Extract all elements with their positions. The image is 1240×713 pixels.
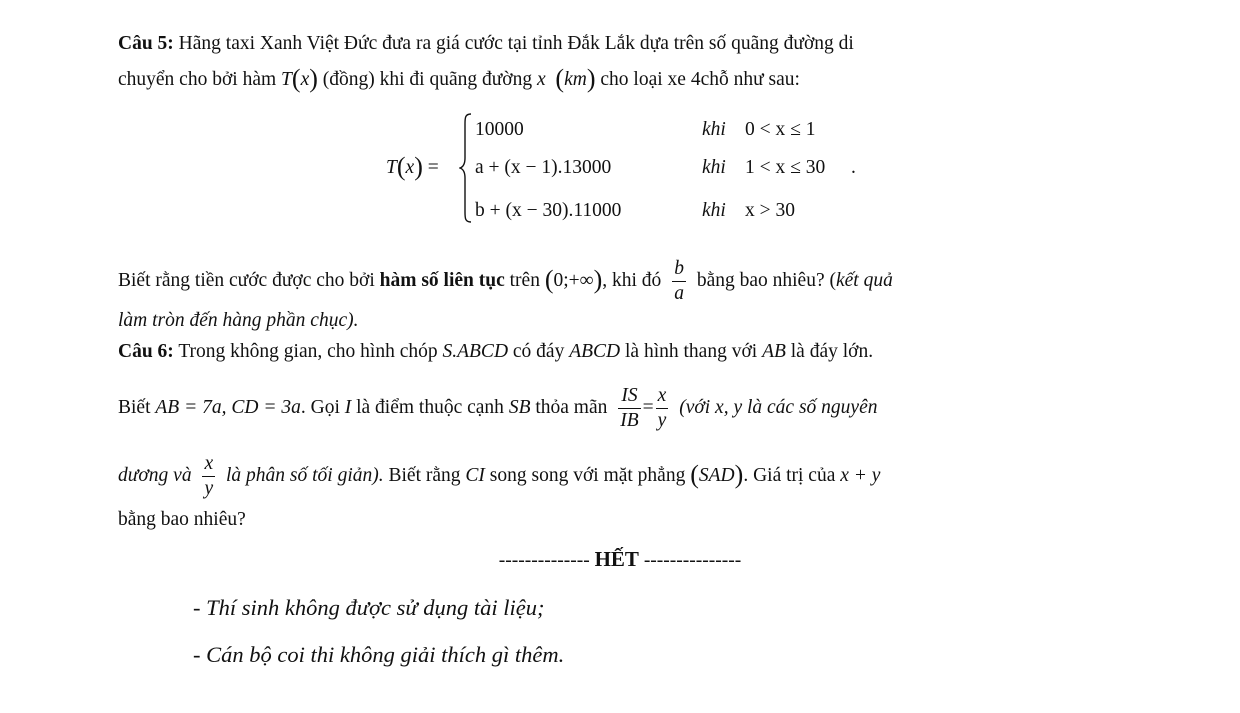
case-3-khi: khi — [702, 200, 726, 221]
ratio-equals: = — [642, 397, 654, 418]
var-x: x — [537, 69, 546, 90]
q6-text-2d: thỏa mãn — [535, 397, 608, 418]
q6-italic-2: (với x, y là các số nguyên — [679, 397, 878, 418]
edge-sb: SB — [508, 397, 531, 418]
q5-bold-continuous: hàm số liên tục — [379, 270, 505, 291]
q6-text-3a: Biết rằng — [388, 465, 461, 486]
unit-km: km — [564, 69, 587, 90]
q6-text-3b: song song với mặt phẳng — [489, 465, 686, 486]
lengths: AB = 7a, CD = 3a — [155, 397, 301, 418]
q6-line-3: dương và $\frac{x}{y}$ là phân số tối giản). Biết rằng CI song song với mặt phẳng (SAD). Giá trị của x + y — [118, 453, 881, 499]
fraction-x-over-y: $\frac{x}{y}$ — [657, 385, 667, 431]
edge-ab: AB — [762, 341, 786, 362]
q6-text-1b: có đáy — [512, 341, 565, 362]
q5-line-2: chuyển cho bởi hàm T(x) (đồng) khi đi quãng đường x (km) cho loại xe 4chỗ như sau: — [118, 64, 800, 93]
end-title: HẾT — [594, 547, 639, 571]
func-var: x — [300, 69, 310, 90]
q5-text-2a: chuyển cho bởi hàm — [118, 69, 277, 90]
end-marker — [0, 547, 1240, 572]
q6-line-2 — [118, 384, 878, 433]
q5-text-3c: , khi đó — [602, 270, 662, 291]
seats: 4 — [690, 69, 701, 90]
point-i: I — [344, 397, 352, 418]
q5-text-3d: bằng bao nhiêu? ( — [696, 270, 836, 291]
q5-text-1: Hãng taxi Xanh Việt Đức đưa ra giá cước tại tỉnh Đắk Lắk dựa trên số quãng đường di — [178, 33, 854, 54]
q6-line-1 — [118, 340, 873, 364]
func-name: T — [281, 69, 292, 90]
q5-line-4: làm tròn đến hàng phần chục). — [118, 310, 359, 331]
case-3-cond: x > 30 — [745, 200, 795, 221]
case-1-cond: 0 < x ≤ 1 — [745, 119, 816, 140]
q6-text-1c: là hình thang với — [625, 341, 758, 362]
q5-text-3a: Biết rằng tiền cước được cho bởi — [118, 270, 375, 291]
segment-ci: CI — [465, 465, 485, 486]
q6-italic-3b: là phân số tối giản). — [225, 465, 384, 486]
q6-italic-3a: dương và — [118, 465, 192, 486]
note-1: - Thí sinh không được sử dụng tài liệu; — [193, 595, 545, 620]
left-brace-icon — [459, 112, 473, 224]
fraction-is-over-ib: $\frac{IS}{IB}$ — [620, 385, 639, 431]
case-2-khi: khi — [702, 157, 726, 178]
q6-text-3c: . Giá trị của — [743, 465, 836, 486]
q5-text-3b: trên — [509, 270, 540, 291]
fraction-b-over-a: $\frac{b}{a}$ — [674, 258, 684, 304]
q5-line-1 — [118, 32, 854, 56]
fraction-x-over-y-2: $\frac{x}{y}$ — [204, 453, 214, 499]
case-3-expr: b + (x − 30).11000 — [475, 200, 622, 221]
q5-text-2c: cho loại xe — [600, 69, 686, 90]
piecewise-lhs: T(x) = — [386, 152, 439, 181]
plane-sad: SAD — [698, 465, 735, 486]
q6-text-2a: Biết — [118, 397, 151, 418]
base-name: ABCD — [569, 341, 621, 362]
pyramid-name: S.ABCD — [442, 341, 509, 362]
note-2: - Cán bộ coi thi không giải thích gì thêm. — [193, 642, 565, 667]
case-1-expr: 10000 — [475, 119, 524, 140]
case-1-khi: khi — [702, 119, 726, 140]
case-2-expr: a + (x − 1).13000 — [475, 157, 612, 178]
q5-label: Câu 5: — [118, 33, 174, 54]
piecewise-dot: . — [851, 157, 856, 178]
q6-line-4: bằng bao nhiêu? — [118, 509, 246, 530]
q6-text-2b: . Gọi — [300, 397, 340, 418]
case-2-cond: 1 < x ≤ 30 — [745, 157, 826, 178]
interval: 0;+∞ — [553, 270, 594, 291]
q5-text-2b: (đồng) khi đi quãng đường — [322, 69, 533, 90]
q5-line-3: Biết rằng tiền cước được cho bởi hàm số liên tục trên (0;+∞), khi đó $\frac{b}{a}$ bằng bao nhiêu? (kết quả — [118, 258, 893, 304]
end-dashes-left: -------------- — [498, 550, 590, 571]
q6-text-2c: là điểm thuộc cạnh — [356, 397, 504, 418]
q6-text-1a: Trong không gian, cho hình chóp — [178, 341, 438, 362]
end-dashes-right: --------------- — [643, 550, 742, 571]
q6-text-1d: là đáy lớn. — [790, 341, 874, 362]
q5-italic-3: kết quả — [835, 270, 893, 291]
q6-label: Câu 6: — [118, 341, 174, 362]
q5-text-2d: chỗ như sau: — [700, 69, 800, 90]
sum-x-plus-y: x + y — [840, 465, 881, 486]
